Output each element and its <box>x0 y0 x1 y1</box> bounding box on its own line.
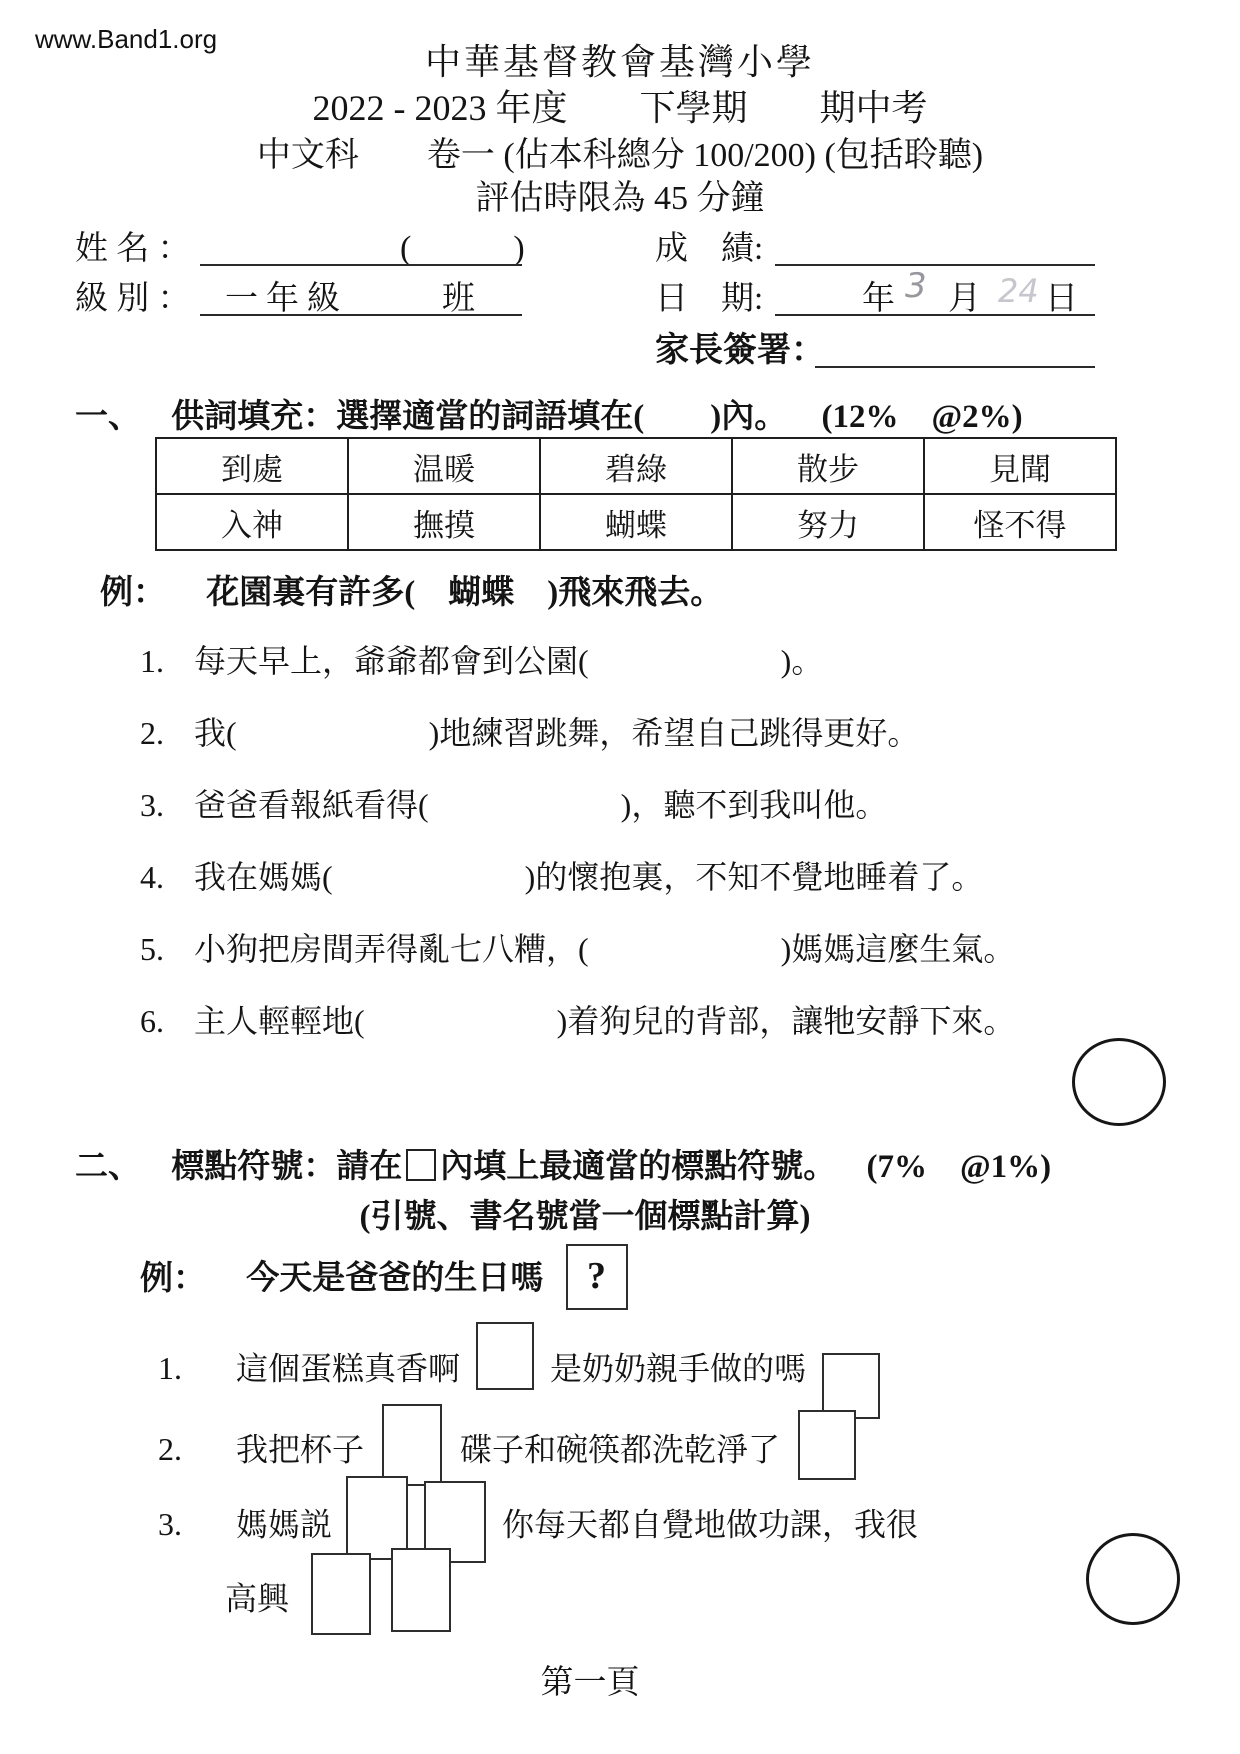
score-label: 成 績: <box>655 231 764 267</box>
word-bank-cell: 到處 <box>156 438 348 494</box>
section1-example <box>100 566 723 613</box>
s2-question-3 <box>158 1486 918 1570</box>
empty-square-icon <box>406 1149 436 1181</box>
section1-heading <box>75 390 1023 437</box>
s1-question-2 <box>140 708 919 754</box>
word-bank-table <box>155 437 1117 551</box>
punctuation-box <box>382 1404 442 1486</box>
word-bank-cell: 入神 <box>156 494 348 550</box>
class-suffix: 班 <box>442 281 475 317</box>
question-number: 3. <box>140 787 164 823</box>
date-day-suffix: 日 <box>1045 281 1078 317</box>
word-bank-cell: 撫摸 <box>348 494 540 550</box>
date-label: 日 期: <box>655 281 764 317</box>
word-bank-cell: 見聞 <box>924 438 1116 494</box>
date-month-handwritten: 3 <box>905 266 927 306</box>
s1-question-1 <box>140 636 823 682</box>
score-circle-section1 <box>1072 1038 1166 1126</box>
question-text: 每天早上，爺爺都會到公園( )。 <box>194 643 824 679</box>
question-number: 1. <box>140 643 164 679</box>
date-day-handwritten: 24 <box>998 272 1039 310</box>
question-text: 小狗把房間弄得亂七八糟，( )媽媽這麼生氣。 <box>194 931 1016 967</box>
question-number: 3. <box>158 1506 182 1543</box>
section2-title-post: 內填上最適當的標點符號。 <box>440 1149 837 1185</box>
date-blank-line <box>775 314 1095 316</box>
question-number: 2. <box>158 1431 182 1468</box>
question-text: 你每天都自覺地做功課，我很 <box>502 1506 919 1543</box>
punctuation-box-example: ? <box>566 1244 628 1310</box>
example-label: 例： <box>140 1260 206 1297</box>
punctuation-box <box>311 1553 371 1635</box>
punctuation-box <box>798 1410 856 1480</box>
word-bank-cell: 怪不得 <box>924 494 1116 550</box>
punctuation-box <box>391 1548 451 1632</box>
question-number: 4. <box>140 859 164 895</box>
punctuation-box <box>476 1322 534 1390</box>
word-bank-cell: 努力 <box>732 494 924 550</box>
question-text: 我( )地練習跳舞，希望自己跳得更好。 <box>194 715 920 751</box>
question-number: 1. <box>158 1350 182 1387</box>
section2-note: (引號、書名號當一個標點計算) <box>359 1199 811 1235</box>
s2-question-3-continued <box>225 1560 451 1644</box>
question-text: 爸爸看報紙看得( )，聽不到我叫他。 <box>194 787 888 823</box>
s2-question-2 <box>158 1412 856 1494</box>
name-label: 姓 名 ： <box>75 231 191 267</box>
name-parens: ( ) <box>400 230 525 267</box>
time-limit-line: 評估時限為 45 分鐘 <box>475 180 765 217</box>
subject-line: 中文科 卷一 (佔本科總分 100/200) (包括聆聽) <box>256 137 984 174</box>
question-number: 6. <box>140 1003 164 1039</box>
question-number: 5. <box>140 931 164 967</box>
school-name: 中華基督教會基灣小學 <box>424 42 815 82</box>
s1-question-5 <box>140 924 1015 970</box>
example-text: 花園裏有許多( 蝴蝶 )飛來飛去。 <box>206 575 724 611</box>
s1-question-3 <box>140 780 887 826</box>
score-blank-line <box>775 264 1095 266</box>
score-circle-section2 <box>1086 1533 1180 1625</box>
parent-signature-line <box>815 366 1095 368</box>
question-text: 是奶奶親手做的嗎 <box>550 1350 807 1387</box>
s2-question-1 <box>158 1338 880 1406</box>
question-text: 高興 <box>225 1580 290 1617</box>
question-text: 我把杯子 <box>236 1431 365 1468</box>
question-text: 這個蛋糕真香啊 <box>236 1350 461 1387</box>
question-text: 主人輕輕地( )着狗兒的背部，讓牠安靜下來。 <box>194 1003 1016 1039</box>
section1-marks: (12% @2%) <box>821 399 1023 435</box>
example-label: 例： <box>100 575 166 611</box>
question-text: 我在媽媽( )的懷抱裏，不知不覺地睡着了。 <box>194 859 984 895</box>
section2-example <box>140 1248 628 1314</box>
date-month-suffix: 月 <box>948 281 981 317</box>
section2-title-pre: 標點符號：請在 <box>171 1149 403 1185</box>
question-number: 2. <box>140 715 164 751</box>
class-blank-line <box>200 314 522 316</box>
watermark-text: www.Band1.org <box>35 24 218 54</box>
word-bank-cell: 蝴蝶 <box>540 494 732 550</box>
word-bank-cell: 温暖 <box>348 438 540 494</box>
date-year-suffix: 年 <box>862 281 895 317</box>
word-bank-row <box>156 438 1116 494</box>
class-label: 級 別 ： <box>75 281 191 317</box>
section2-number: 二、 <box>75 1149 141 1185</box>
page-footer: 第一頁 <box>540 1665 640 1701</box>
word-bank-cell: 散步 <box>732 438 924 494</box>
term-line: 2022 - 2023 年度 下學期 期中考 <box>312 88 928 128</box>
name-blank-line <box>200 264 522 266</box>
s1-question-4 <box>140 852 983 898</box>
question-text: 媽媽説 <box>236 1506 333 1543</box>
section1-title: 供詞填充：選擇適當的詞語填在( )內。 <box>171 399 788 435</box>
word-bank-cell: 碧綠 <box>540 438 732 494</box>
section2-heading <box>75 1140 1051 1187</box>
question-text: 碟子和碗筷都洗乾淨了 <box>460 1431 781 1468</box>
word-bank-row <box>156 494 1116 550</box>
example-text: 今天是爸爸的生日嗎 <box>246 1260 544 1297</box>
s1-question-6 <box>140 996 1015 1042</box>
section2-marks: (7% @1%) <box>866 1149 1052 1185</box>
section1-number: 一、 <box>75 399 141 435</box>
class-value: 一年級 <box>225 281 348 317</box>
parent-signature-label: 家長簽署： <box>655 332 825 369</box>
